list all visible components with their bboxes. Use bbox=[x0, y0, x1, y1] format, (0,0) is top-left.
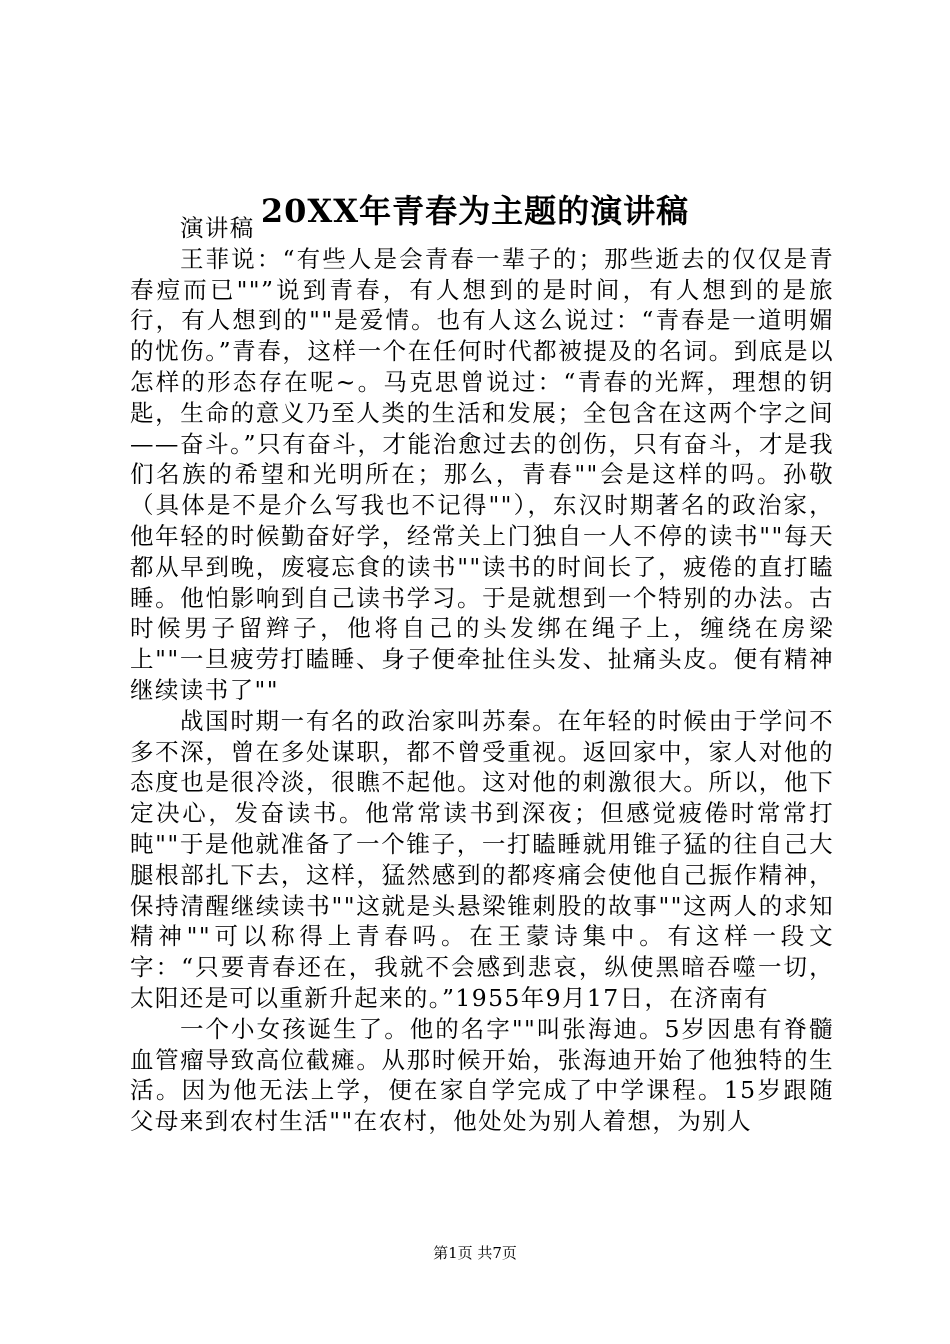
paragraph: 一个小女孩诞生了。他的名字""叫张海迪。5岁因患有脊髓血管瘤导致高位截瘫。从那时候开始，张海迪开始了他独特的生活。因为他无法上学，便在家自学完成了中学课程。15岁跟随父母来到农村生活""在农村，他处处为别人着想，为别人 bbox=[130, 1014, 834, 1136]
document-body bbox=[130, 213, 834, 1137]
paragraph-heading: 演讲稿 bbox=[180, 214, 255, 242]
page-footer: 第1页 共7页 bbox=[433, 1244, 517, 1262]
paragraph: 王菲说：“有些人是会青春一辈子的；那些逝去的仅仅是青春痘而已""”说到青春，有人想到的是时间，有人想到的是旅行，有人想到的""是爱情。也有人这么说过：“青春是一道明媚的忧伤。”青春，这样一个在任何时代都被提及的名词。到底是以怎样的形态存在呢~。马克思曾说过：“青春的光辉，理想的钥匙，生命的意义乃至人类的生活和发展；全包含在这两个字之间——奋斗。”只有奋斗，才能治愈过去的创伤，只有奋斗，才是我们名族的希望和光明所在；那么，青春""会是这样的吗。孙敬（具体是不是介么写我也不记得""），东汉时期著名的政治家，他年轻的时候勤奋好学，经常关上门独自一人不停的读书""每天都从早到晚，废寝忘食的读书""读书的时间长了，疲倦的直打瞌睡。他怕影响到自己读书学习。于是就想到一个特别的办法。古时候男子留辫子，他将自己的头发绑在绳子上，缠绕在房梁上""一旦疲劳打瞌睡、身子便牵扯住头发、扯痛头皮。便有精神继续读书了"" bbox=[130, 244, 834, 704]
document-title: 20XX年青春为主题的演讲稿 bbox=[260, 192, 690, 230]
paragraph: 战国时期一有名的政治家叫苏秦。在年轻的时候由于学问不多不深，曾在多处谋职，都不曾受重视。返回家中，家人对他的态度也是很冷淡，很瞧不起他。这对他的刺激很大。所以，他下定决心，发奋读书。他常常读书到深夜；但感觉疲倦时常常打盹""于是他就准备了一个锥子，一打瞌睡就用锥子猛的往自己大腿根部扎下去，这样，猛然感到的都疼痛会使他自己振作精神，保持清醒继续读书""这就是头悬梁锥刺股的故事""这两人的求知精神""可以称得上青春吗。在王蒙诗集中。有这样一段文字：“只要青春还在，我就不会感到悲哀，纵使黑暗吞噬一切，太阳还是可以重新升起来的。”1955年9月17日，在济南有 bbox=[130, 706, 834, 1012]
